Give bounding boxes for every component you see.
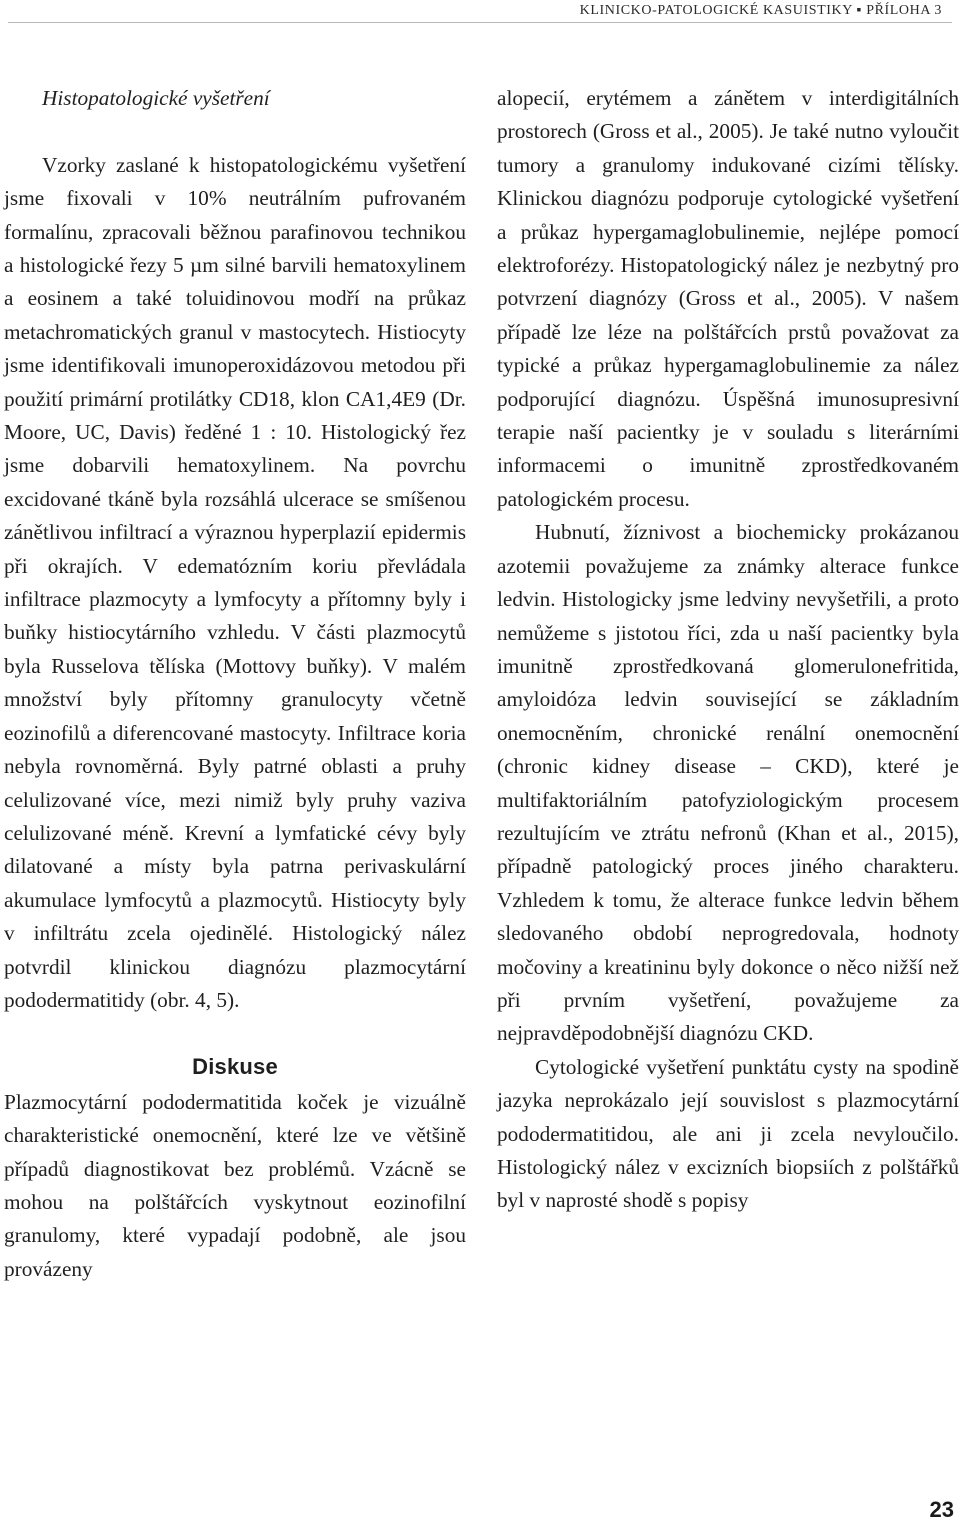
paragraph-kidney-function: Hubnutí, žíznivost a biochemicky prokázanou azotemii považujeme za známky alterace funkce ledvin. Histologicky jsme ledviny nevyšetřili, a proto nemůžeme s jistotou říci, zda u naší pacientky byla imunitně zprostředkovaná glomerulonefritida, amyloidóza ledvin související se základním onemocněním, chronické renální onemocnění (chronic kidney disease – CKD), které je multifaktoriálním patofyziologickým procesem rezultujícím ve ztrátu nefronů (Khan et al., 2015), případně patologický proces jiného charakteru. Vzhledem k tomu, že alterace funkce ledvin během sledovaného období neprogredovala, hodnoty močoviny a kreatininu byly dokonce o něco nižší než při prvním vyšetření, považujeme za nejpravděpodobnější diagnózu CKD. — [497, 520, 959, 1046]
paragraph-cytology: Cytologické vyšetření punktátu cysty na spodině jazyka neprokázalo její souvislost s plazmocytární pododermatitidou, ale ani ji zcela nevyloučilo. Histologický nález v excizních biopsiích z polštářků byl v naprosté shodě s popisy — [497, 1054, 959, 1213]
header-rule — [8, 22, 952, 23]
section-heading-discussion: Diskuse — [192, 1054, 278, 1080]
page-number: 23 — [929, 1497, 954, 1522]
paragraph-discussion-intro: Plazmocytární pododermatitida koček je vizuálně charakteristické onemocnění, které lze ve většině případů diagnostikovat bez problémů. Vzácně se mohou na polštářcích vyskytnout eozinofilní granulomy, které vypadají podobně, ale jsou provázeny — [4, 1089, 466, 1281]
subheading-histopathology: Histopatologické vyšetření — [42, 86, 270, 110]
left-column — [4, 82, 466, 1286]
paragraph-discussion-continued: alopecií, erytémem a zánětem v interdigitálních prostorech (Gross et al., 2005). Je také nutno vyloučit tumory a granulomy indukované cizími tělísky. Klinickou diagnózu podporuje cytologické vyšetření a průkaz hypergamaglobulinemie, nejlépe pomocí elektroforézy. Histopatologický nález je nezbytný pro potvrzení diagnózy (Gross et al., 2005). V našem případě lze léze na polštářcích prstů považovat za typické a průkaz hypergamaglobulinemie za nález podporující diagnózu. Úspěšná imunosupresivní terapie naší pacientky je v souladu s literárními informacemi o imunitně zprostředkovaném patologickém procesu. — [497, 86, 959, 511]
right-column — [497, 82, 959, 1218]
paragraph-histopathology: Vzorky zaslané k histopatologickému vyšetření jsme fixovali v 10% neutrálním pufrovaném formalínu, zpracovali běžnou parafinovou technikou a histologické řezy 5 µm silné barvili hematoxylinem a eosinem a také toluidinovou modří na průkaz metachromatických granul v mastocytech. Histiocyty jsme identifikovali imunoperoxidázovou metodou při použití primární protilátky CD18, klon CA1,4E9 (Dr. Moore, UC, Davis) ředěné 1 : 10. Histologický řez jsme dobarvili hematoxylinem. Na povrchu excidované tkáně byla rozsáhlá ulcerace se smíšenou zánětlivou infiltrací a výraznou hyperplazií epidermis při okrajích. V edematózním koriu převládala infiltrace plazmocyty a lymfocyty a přítomny byly i buňky histiocytárního vzhledu. V části plazmocytů byla Russelova tělíska (Mottovy buňky). V malém množství byly přítomny granulocyty včetně eozinofilů a diferencované mastocyty. Infiltrace koria nebyla rovnoměrná. Byly patrné oblasti a pruhy celulizované více, mezi nimiž byly pruhy vaziva celulizované méně. Krevní a lymfatické cévy byly dilatované a místy byla patrna perivaskulární akumulace lymfocytů a plazmocytů. Histiocyty byly v infiltrátu zcela ojedinělé. Histologický nález potvrdil klinickou diagnózu plazmocytární pododermatitidy (obr. 4, 5). — [4, 152, 466, 1012]
running-header: KLINICKO-PATOLOGICKÉ KASUISTIKY ▪ PŘÍLOHA 3 — [579, 3, 942, 18]
